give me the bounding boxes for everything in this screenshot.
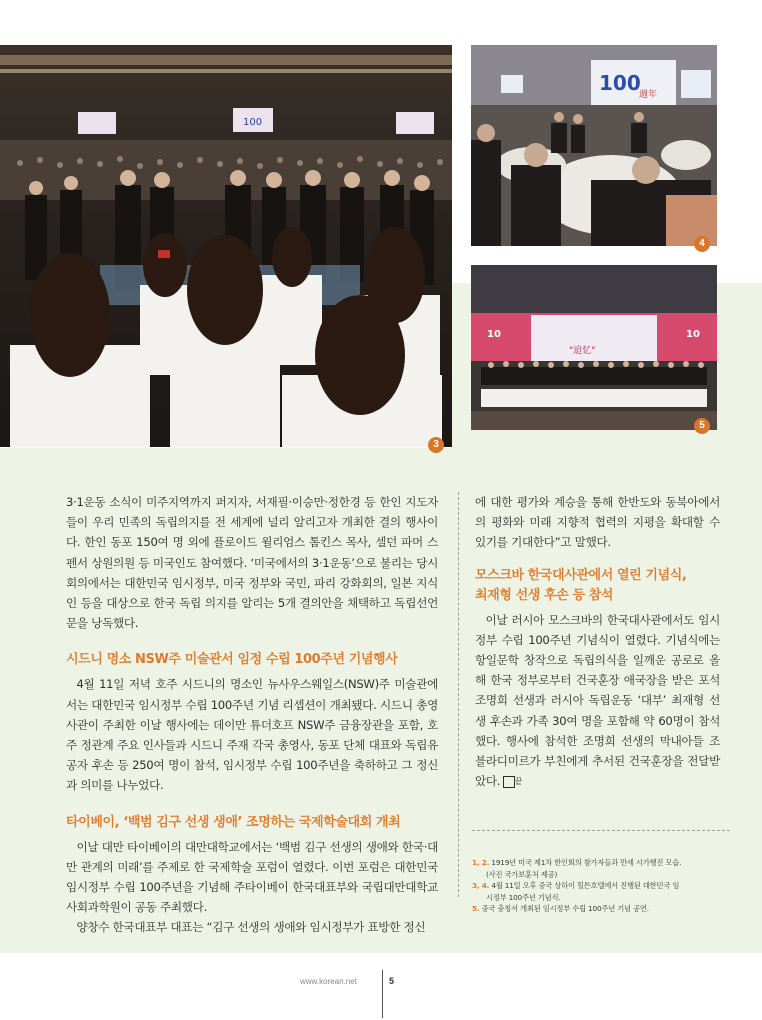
heading-line: 최재형 선생 후손 등 참석	[475, 587, 614, 603]
page-number: 5	[389, 976, 395, 986]
heading-line: 모스크바 한국대사관에서 열린 기념식,	[475, 567, 687, 583]
svg-text:週年: 週年	[639, 90, 658, 100]
photo-ceremony-choir	[0, 45, 452, 447]
end-mark-icon: 끝	[503, 776, 515, 788]
paragraph: 이날 러시아 모스크바의 한국대사관에서도 임시정부 수립 100주년 기념식이 열렸다. 기념식에는 항일문학 창작으로 독립의식을 일깨운 공로로 올해 한국 정부로부터 건국훈장 애국장을 받은 포석 조명희 선생과 러시아 독립운동 ‘대부’ 최재형 선생 후손과 가족 30여 명을 포함해 약 60명이 참석했다. 행사에 참석한 조명희 선생의 막내아들 조 블라디미르가 부친에게 추서된 건국훈장을 전달받았다. 끝	[475, 612, 720, 789]
svg-text:"追忆": "追忆"	[569, 346, 596, 356]
photo-number-badge: 4	[694, 236, 710, 252]
photo-chongqing-performance	[471, 265, 717, 430]
paragraph: 4월 11일 저녁 호주 시드니의 명소인 뉴사우스웨일스(NSW)주 미술관에서는 대한민국 임시정부 수립 100주년 기념 리셉션이 개최됐다. 시드니 총영사관이 주최한 이날 행사에는 데이만 튜더호프 NSW주 금융장관을 포함, 호주 정관계 주요 인사들과 시드니 주재 각국 총영사, 동포 단체 대표와 독립유공자 후손 등 250여 명이 참석, 임시정부 수립 100주년을 축하하고 그 정신과 의미를 나누었다.	[66, 677, 438, 793]
svg-text:100: 100	[599, 71, 641, 95]
svg-text:10: 10	[487, 329, 501, 340]
caption-item: 5. 중국 충칭서 개최된 임시정부 수립 100주년 기념 공연.	[472, 904, 649, 913]
footer-url: www.korean.net	[300, 977, 357, 986]
section-heading-sydney: 시드니 명소 NSW주 미술관서 임정 수립 100주년 기념행사	[66, 652, 398, 668]
caption-item: 1, 2. 1919년 미국 제1차 한인회의 참가자들과 만세 시가행진 모습. (사진 국가보훈처 제공)	[472, 858, 682, 879]
photo-captions	[472, 830, 730, 915]
article-right-column	[475, 492, 720, 791]
paragraph: 에 대한 평가와 계승을 통해 한반도와 동북아에서의 평화와 미래 지향적 협력의 지평을 확대할 수 있기를 기대한다”고 말했다.	[475, 495, 720, 550]
paragraph: 양창수 한국대표부 대표는 “김구 선생의 생애와 임시정부가 표방한 정신	[76, 920, 426, 935]
section-heading-taipei: 타이베이, ‘백범 김구 선생 생애’ 조명하는 국제학술대회 개최	[66, 814, 401, 830]
article-left-column	[66, 492, 438, 938]
paragraph: 이날 대만 타이베이의 대만대학교에서는 ‘백범 김구 선생의 생애와 한국·대만 관계의 미래’를 주제로 한 국제학술 포럼이 열렸다. 이번 포럼은 대한민국 임시정부 수립 100주년을 기념해 주타이베이 한국대표부와 국립대만대학교 사회과학원이 공동 주최했다.	[66, 839, 438, 915]
svg-text:100: 100	[243, 117, 263, 128]
footer-divider	[382, 970, 383, 1018]
photo-number-badge: 3	[428, 437, 444, 453]
section-heading-moscow	[475, 566, 720, 606]
paragraph: 3·1운동 소식이 미주지역까지 퍼지자, 서재필·이승만·정한경 등 한인 지도자들이 우리 민족의 독립의지를 전 세계에 널리 알리고자 개최한 결의 행사이다. 한인 동포 150여 명 외에 플로이드 윌리엄스 톰킨스 목사, 셀던 파머 스펜서 상원의원 등 미국인도 참여했다. ‘미국에서의 3·1운동’으로 불리는 당시 회의에서는 대한민국 임시정부, 미국 정부와 국민, 파리 강화회의, 일본 지식인 등을 대상으로 한국 독립 의지를 알리는 5개 결의안을 채택하고 독립선언문을 낭독했다.	[66, 495, 438, 631]
caption-item: 3, 4. 4월 11일 오후 중국 상하이 힐튼호텔에서 진행된 대한민국 임 시정부 100주년 기념식.	[472, 881, 680, 902]
photo-shanghai-ceremony	[471, 45, 717, 246]
photo-number-badge: 5	[694, 418, 710, 434]
svg-text:10: 10	[686, 329, 700, 340]
column-divider	[458, 492, 459, 897]
